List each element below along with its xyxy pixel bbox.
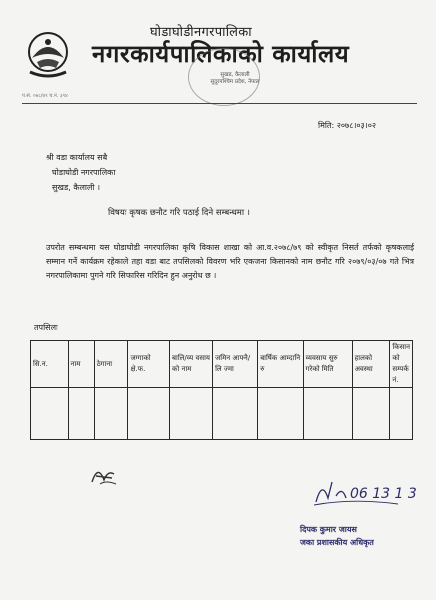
table-cell (258, 388, 303, 440)
table-header-cell: हालको अवस्था (352, 341, 390, 388)
table-label: तपसिलः (34, 323, 58, 332)
table-cell (94, 388, 128, 440)
table-cell (31, 388, 69, 440)
recipient-line: श्री वडा कार्यालय सबै (46, 153, 108, 162)
table-header-cell: बालि/व्य वसाय को नाम (170, 341, 213, 388)
details-table (30, 340, 413, 440)
table-cell (213, 388, 258, 440)
signature-number: 06 13 1 3 (350, 486, 417, 502)
reference-number: प.सं. ०७८/७९ च.नं. ३९४ (22, 93, 68, 99)
header-divider (22, 103, 417, 104)
municipality-name: घोडाघोडीनगरपालिका (150, 25, 252, 40)
letter-date: मिति: २०७८।०३।०२ (318, 121, 377, 130)
table-header-cell: बार्षिक आम्दानि रु (258, 341, 303, 388)
nepal-emblem-logo (24, 28, 72, 82)
table-header-row (31, 341, 413, 388)
table-cell (390, 388, 413, 440)
table-row (31, 388, 413, 440)
table-header-cell: नाम (68, 341, 94, 388)
recipient-line: सुखड, कैलाली । (52, 183, 101, 192)
officer-title: जका प्रशासकीय अधिकृत (300, 538, 374, 547)
letter-body: उपरोत सम्बन्धमा यस घोडाघोडी नगरपालिका कृषि विकास शाखा को आ.व.२०७८/७९ को स्वीकृत निसर्त तर्फको कृषकलाई सम्मान गर्ने कार्यक्रम रहेकाले तहा वडा बाट तपसिलको विवरण भरि एकजना किसानको नाम छनौट गरि २०७९/०३/०७ गते भित्र नगरपालिकामा पुगने गरि सिफारिस गरिदिन हुन अनुरोध छ । (46, 243, 414, 280)
table-header-cell: व्यवसाय सुरु गरेको मिति (303, 341, 352, 388)
table-cell (352, 388, 390, 440)
address-line: सुदूरपश्चिम प्रदेश, नेपाल (210, 78, 260, 85)
letter-subject: विषयः कृषक छनौट गरि पठाई दिने सम्बन्धमा । (108, 208, 251, 218)
table-cell (170, 388, 213, 440)
recipient-block (46, 150, 115, 195)
office-address (180, 72, 290, 85)
table-header-cell: किसान को सम्पर्क नं. (390, 341, 413, 388)
recipient-line: घोडाघोडी नगरपालिका (52, 168, 116, 177)
table-header-cell: जमिन आफ्नै/लि ज्मा (213, 341, 258, 388)
office-title: नगरकार्यपालिकाको कार्यालय (92, 40, 350, 68)
table-header-cell: ठेगाना (94, 341, 128, 388)
table-cell (128, 388, 170, 440)
initial-signature (88, 462, 120, 488)
officer-signature (312, 476, 417, 508)
table-cell (303, 388, 352, 440)
table-header-cell: सि.न. (31, 341, 69, 388)
table-cell (68, 388, 94, 440)
address-line: सुखड, कैलाली (220, 72, 250, 78)
table-header-cell: जग्गाको क्षे.फ. (128, 341, 170, 388)
officer-name: दिपक कुमार जायस (300, 525, 357, 534)
